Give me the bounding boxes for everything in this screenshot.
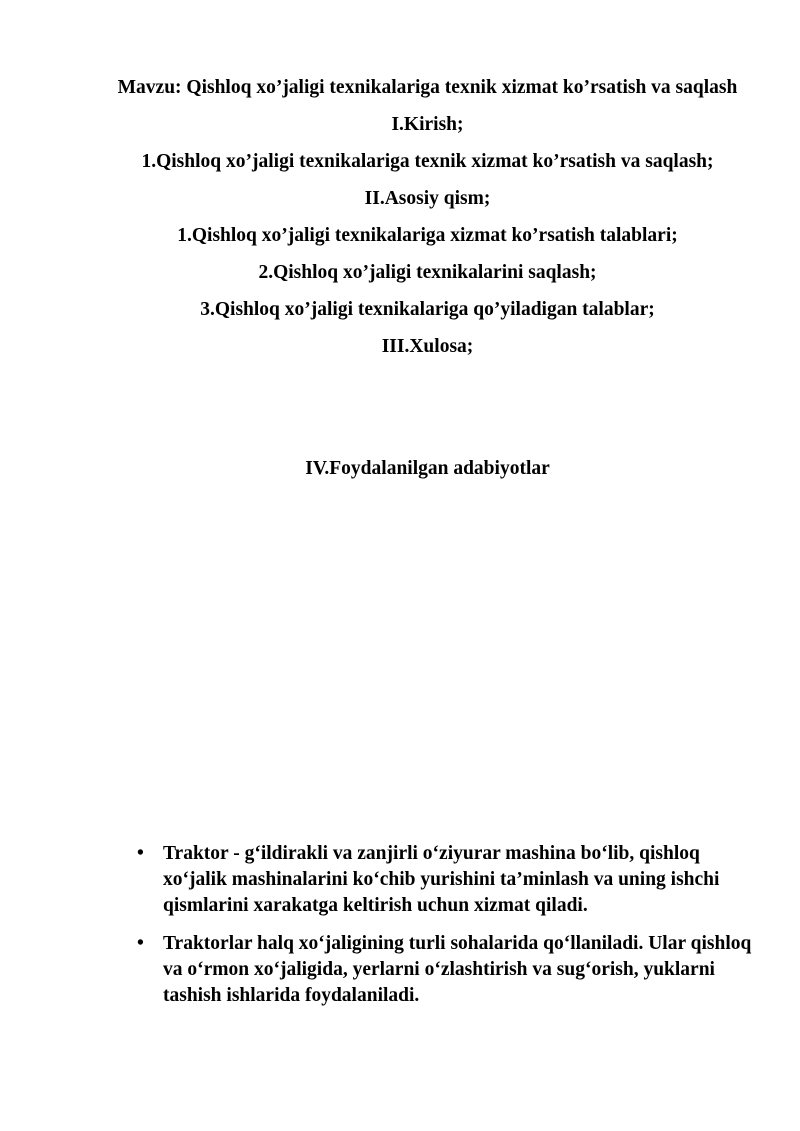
table-of-contents [115,75,740,493]
document-title: Mavzu: Qishloq xo’jaligi texnikalariga texnik xizmat ko’rsatish va saqlash [117,77,738,98]
list-item-text: Traktor - g‘ildirakli va zanjirli o‘ziyurar mashina bo‘lib, qishloq xo‘jalik mashinalarini ko‘chib yurishini ta’minlash va uning ishchi qismlarini xarakatga keltirish uchun xizmat qiladi. [163,843,720,916]
bullet-icon: • [137,933,144,954]
toc-item-conclusion: III.Xulosa; [381,336,474,357]
toc-item-main-2: 2.Qishloq xo’jaligi texnikalarini saqlash; [258,262,597,283]
toc-item-main-1: 1.Qishloq xo’jaligi texnikalariga xizmat ko’rsatish talablari; [177,225,678,246]
toc-item-introduction: I.Kirish; [391,114,464,135]
bullet-list [137,841,757,1021]
list-item [137,841,757,919]
toc-item-main-part: II.Asosiy qism; [364,188,491,209]
toc-item-intro-1: 1.Qishloq xo’jaligi texnikalariga texnik xizmat ko’rsatish va saqlash; [141,151,714,172]
list-item-text: Traktorlar halq xo‘jaligining turli sohalarida qo‘llaniladi. Ular qishloq va o‘rmon xo‘jaligida, yerlarni o‘zlashtirish va sug‘orish, yuklarni tashish ishlarida foydalaniladi. [163,933,752,1006]
bullet-icon: • [137,843,144,864]
list-item [137,931,757,1009]
toc-item-main-3: 3.Qishloq xo’jaligi texnikalariga qo’yiladigan talablar; [200,299,655,320]
toc-item-references: IV.Foydalanilgan adabiyotlar [305,458,550,479]
